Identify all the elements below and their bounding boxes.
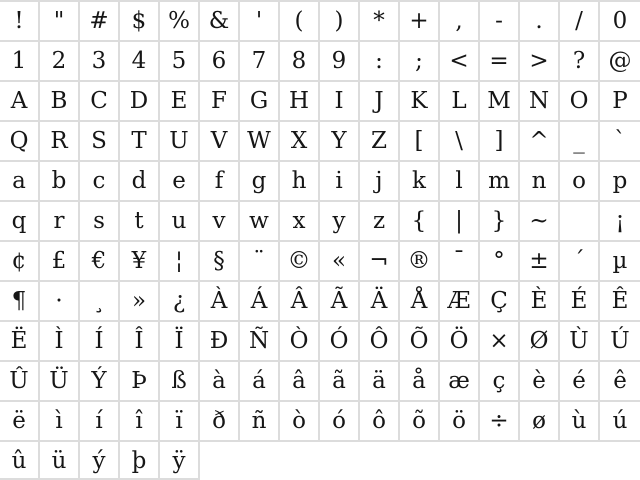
glyph-cell[interactable]: ): [320, 2, 360, 40]
glyph-cell[interactable]: À: [200, 282, 240, 320]
glyph-row: [0, 240, 640, 280]
glyph-cell[interactable]: O: [560, 82, 600, 120]
glyph-cell[interactable]: ó: [320, 402, 360, 440]
glyph-cell[interactable]: Ý: [80, 362, 120, 400]
glyph-cell[interactable]: R: [40, 122, 80, 160]
glyph-cell[interactable]: 2: [40, 42, 80, 80]
glyph-cell[interactable]: =: [480, 42, 520, 80]
glyph-cell[interactable]: v: [200, 202, 240, 240]
glyph-cell[interactable]: Ì: [40, 322, 80, 360]
glyph-cell[interactable]: Å: [400, 282, 440, 320]
glyph-cell[interactable]: ò: [280, 402, 320, 440]
glyph-cell[interactable]: ¢: [0, 242, 40, 280]
glyph-cell[interactable]: D: [120, 82, 160, 120]
glyph-cell[interactable]: é: [560, 362, 600, 400]
glyph-cell[interactable]: w: [240, 202, 280, 240]
glyph-cell[interactable]: ¶: [0, 282, 40, 320]
glyph-cell[interactable]: ¥: [120, 242, 160, 280]
glyph-cell[interactable]: *: [360, 2, 400, 40]
glyph-cell[interactable]: C: [80, 82, 120, 120]
glyph-cell[interactable]: Ã: [320, 282, 360, 320]
glyph-cell[interactable]: i: [320, 162, 360, 200]
glyph-cell[interactable]: ý: [80, 442, 120, 480]
glyph-cell[interactable]: Ê: [600, 282, 640, 320]
glyph-row: [0, 400, 640, 440]
glyph-row: [0, 200, 640, 240]
glyph-cell[interactable]: ': [240, 2, 280, 40]
glyph-cell[interactable]: -: [480, 2, 520, 40]
glyph-cell[interactable]: £: [40, 242, 80, 280]
glyph-cell[interactable]: l: [440, 162, 480, 200]
glyph-cell[interactable]: Û: [0, 362, 40, 400]
glyph-cell[interactable]: §: [200, 242, 240, 280]
glyph-cell[interactable]: Î: [120, 322, 160, 360]
glyph-cell[interactable]: þ: [120, 442, 160, 480]
glyph-cell[interactable]: r: [40, 202, 80, 240]
glyph-cell[interactable]: ,: [440, 2, 480, 40]
glyph-cell[interactable]: V: [200, 122, 240, 160]
glyph-row: [0, 440, 640, 480]
glyph-cell[interactable]: e: [160, 162, 200, 200]
glyph-cell[interactable]: 0: [600, 2, 640, 40]
glyph-cell[interactable]: û: [0, 442, 40, 480]
glyph-cell[interactable]: 6: [200, 42, 240, 80]
glyph-cell[interactable]: Ï: [160, 322, 200, 360]
glyph-cell[interactable]: @: [600, 42, 640, 80]
glyph-cell[interactable]: ^: [520, 122, 560, 160]
glyph-cell[interactable]: 1: [0, 42, 40, 80]
glyph-cell[interactable]: õ: [400, 402, 440, 440]
glyph-cell[interactable]: t: [120, 202, 160, 240]
glyph-cell[interactable]: ¨: [240, 242, 280, 280]
glyph-cell[interactable]: ã: [320, 362, 360, 400]
glyph-cell[interactable]: Á: [240, 282, 280, 320]
glyph-cell[interactable]: ë: [0, 402, 40, 440]
glyph-cell[interactable]: ù: [560, 402, 600, 440]
glyph-cell[interactable]: ´: [560, 242, 600, 280]
glyph-cell[interactable]: |: [440, 202, 480, 240]
glyph-cell[interactable]: %: [160, 2, 200, 40]
glyph-cell[interactable]: Ö: [440, 322, 480, 360]
glyph-cell[interactable]: B: [40, 82, 80, 120]
glyph-cell[interactable]: `: [600, 122, 640, 160]
glyph-cell[interactable]: ": [40, 2, 80, 40]
glyph-cell[interactable]: f: [200, 162, 240, 200]
glyph-cell[interactable]: Ä: [360, 282, 400, 320]
glyph-row: [0, 360, 640, 400]
glyph-cell[interactable]: ü: [40, 442, 80, 480]
glyph-row: [0, 320, 640, 360]
glyph-cell[interactable]: (: [280, 2, 320, 40]
glyph-cell[interactable]: Z: [360, 122, 400, 160]
glyph-cell[interactable]: ®: [400, 242, 440, 280]
glyph-cell[interactable]: î: [120, 402, 160, 440]
glyph-cell[interactable]: Ñ: [240, 322, 280, 360]
glyph-cell[interactable]: d: [120, 162, 160, 200]
glyph-cell[interactable]: K: [400, 82, 440, 120]
glyph-cell[interactable]: ~: [520, 202, 560, 240]
glyph-cell[interactable]: +: [400, 2, 440, 40]
glyph-cell[interactable]: m: [480, 162, 520, 200]
glyph-cell[interactable]: h: [280, 162, 320, 200]
glyph-cell[interactable]: Y: [320, 122, 360, 160]
glyph-cell[interactable]: .: [520, 2, 560, 40]
glyph-row: [0, 40, 640, 80]
glyph-cell[interactable]: u: [160, 202, 200, 240]
glyph-cell[interactable]: 8: [280, 42, 320, 80]
glyph-cell[interactable]: Ò: [280, 322, 320, 360]
glyph-row: [0, 0, 640, 40]
glyph-cell[interactable]: ö: [440, 402, 480, 440]
glyph-cell[interactable]: [: [400, 122, 440, 160]
glyph-cell[interactable]: a: [0, 162, 40, 200]
glyph-cell[interactable]: Ç: [480, 282, 520, 320]
glyph-cell[interactable]: Ü: [40, 362, 80, 400]
glyph-cell[interactable]: ç: [480, 362, 520, 400]
glyph-cell[interactable]: æ: [440, 362, 480, 400]
glyph-cell[interactable]: H: [280, 82, 320, 120]
glyph-cell[interactable]: b: [40, 162, 80, 200]
glyph-cell[interactable]: ×: [480, 322, 520, 360]
glyph-cell[interactable]: È: [520, 282, 560, 320]
glyph-cell[interactable]: ¿: [160, 282, 200, 320]
glyph-cell[interactable]: A: [0, 82, 40, 120]
glyph-cell[interactable]: â: [280, 362, 320, 400]
glyph-cell[interactable]: Ú: [600, 322, 640, 360]
glyph-cell[interactable]: Ô: [360, 322, 400, 360]
glyph-cell[interactable]: ø: [520, 402, 560, 440]
glyph-cell[interactable]: Í: [80, 322, 120, 360]
glyph-cell[interactable]: _: [560, 122, 600, 160]
glyph-cell[interactable]: L: [440, 82, 480, 120]
glyph-cell[interactable]: Þ: [120, 362, 160, 400]
glyph-cell[interactable]: ú: [600, 402, 640, 440]
glyph-cell[interactable]: $: [120, 2, 160, 40]
glyph-cell[interactable]: ñ: [240, 402, 280, 440]
glyph-cell[interactable]: <: [440, 42, 480, 80]
glyph-cell[interactable]: Ë: [0, 322, 40, 360]
glyph-cell[interactable]: M: [480, 82, 520, 120]
glyph-cell[interactable]: Â: [280, 282, 320, 320]
glyph-cell[interactable]: k: [400, 162, 440, 200]
glyph-cell[interactable]: N: [520, 82, 560, 120]
glyph-cell[interactable]: ô: [360, 402, 400, 440]
glyph-cell[interactable]: G: [240, 82, 280, 120]
glyph-cell[interactable]: ß: [160, 362, 200, 400]
glyph-cell[interactable]: s: [80, 202, 120, 240]
glyph-cell[interactable]: 4: [120, 42, 160, 80]
glyph-cell[interactable]: #: [80, 2, 120, 40]
glyph-cell[interactable]: ¦: [160, 242, 200, 280]
glyph-cell[interactable]: ©: [280, 242, 320, 280]
glyph-cell[interactable]: y: [320, 202, 360, 240]
glyph-cell[interactable]: ð: [200, 402, 240, 440]
glyph-cell[interactable]: á: [240, 362, 280, 400]
glyph-cell[interactable]: {: [400, 202, 440, 240]
glyph-cell[interactable]: ]: [480, 122, 520, 160]
glyph-cell[interactable]: ä: [360, 362, 400, 400]
glyph-cell[interactable]: 9: [320, 42, 360, 80]
glyph-cell[interactable]: c: [80, 162, 120, 200]
glyph-row: [0, 120, 640, 160]
blank-glyph-cell[interactable]: [560, 202, 600, 240]
glyph-cell[interactable]: ¬: [360, 242, 400, 280]
glyph-cell[interactable]: 5: [160, 42, 200, 80]
glyph-cell[interactable]: E: [160, 82, 200, 120]
glyph-cell[interactable]: ì: [40, 402, 80, 440]
glyph-cell[interactable]: µ: [600, 242, 640, 280]
glyph-cell[interactable]: :: [360, 42, 400, 80]
glyph-cell[interactable]: ê: [600, 362, 640, 400]
glyph-cell[interactable]: I: [320, 82, 360, 120]
glyph-cell[interactable]: ¯: [440, 242, 480, 280]
glyph-cell[interactable]: ¸: [80, 282, 120, 320]
glyph-cell[interactable]: 7: [240, 42, 280, 80]
glyph-cell[interactable]: 3: [80, 42, 120, 80]
glyph-cell[interactable]: o: [560, 162, 600, 200]
glyph-row: [0, 80, 640, 120]
glyph-cell[interactable]: n: [520, 162, 560, 200]
glyph-cell[interactable]: j: [360, 162, 400, 200]
glyph-cell[interactable]: g: [240, 162, 280, 200]
glyph-cell[interactable]: p: [600, 162, 640, 200]
glyph-cell[interactable]: F: [200, 82, 240, 120]
glyph-cell[interactable]: W: [240, 122, 280, 160]
glyph-cell[interactable]: ¡: [600, 202, 640, 240]
glyph-cell[interactable]: Õ: [400, 322, 440, 360]
glyph-cell[interactable]: X: [280, 122, 320, 160]
glyph-cell[interactable]: ?: [560, 42, 600, 80]
glyph-cell[interactable]: x: [280, 202, 320, 240]
glyph-cell[interactable]: Ù: [560, 322, 600, 360]
glyph-cell[interactable]: !: [0, 2, 40, 40]
glyph-cell[interactable]: É: [560, 282, 600, 320]
glyph-cell[interactable]: ±: [520, 242, 560, 280]
glyph-cell[interactable]: /: [560, 2, 600, 40]
glyph-cell[interactable]: ;: [400, 42, 440, 80]
glyph-cell[interactable]: ï: [160, 402, 200, 440]
glyph-cell[interactable]: Ø: [520, 322, 560, 360]
glyph-cell[interactable]: S: [80, 122, 120, 160]
glyph-cell[interactable]: Ð: [200, 322, 240, 360]
glyph-cell[interactable]: °: [480, 242, 520, 280]
glyph-cell[interactable]: ÷: [480, 402, 520, 440]
glyph-cell[interactable]: è: [520, 362, 560, 400]
glyph-cell[interactable]: »: [120, 282, 160, 320]
glyph-cell[interactable]: Æ: [440, 282, 480, 320]
glyph-cell[interactable]: ·: [40, 282, 80, 320]
glyph-cell[interactable]: å: [400, 362, 440, 400]
glyph-cell[interactable]: T: [120, 122, 160, 160]
glyph-cell[interactable]: €: [80, 242, 120, 280]
glyph-cell[interactable]: J: [360, 82, 400, 120]
glyph-cell[interactable]: ÿ: [160, 442, 200, 480]
glyph-cell[interactable]: P: [600, 82, 640, 120]
glyph-cell[interactable]: >: [520, 42, 560, 80]
glyph-cell[interactable]: U: [160, 122, 200, 160]
glyph-row: [0, 280, 640, 320]
glyph-cell[interactable]: z: [360, 202, 400, 240]
glyph-row: [0, 160, 640, 200]
glyph-cell[interactable]: Ó: [320, 322, 360, 360]
glyph-cell[interactable]: «: [320, 242, 360, 280]
glyph-cell[interactable]: }: [480, 202, 520, 240]
glyph-cell[interactable]: \: [440, 122, 480, 160]
glyph-cell[interactable]: q: [0, 202, 40, 240]
glyph-cell[interactable]: &: [200, 2, 240, 40]
glyph-cell[interactable]: Q: [0, 122, 40, 160]
glyph-cell[interactable]: í: [80, 402, 120, 440]
glyph-cell[interactable]: à: [200, 362, 240, 400]
